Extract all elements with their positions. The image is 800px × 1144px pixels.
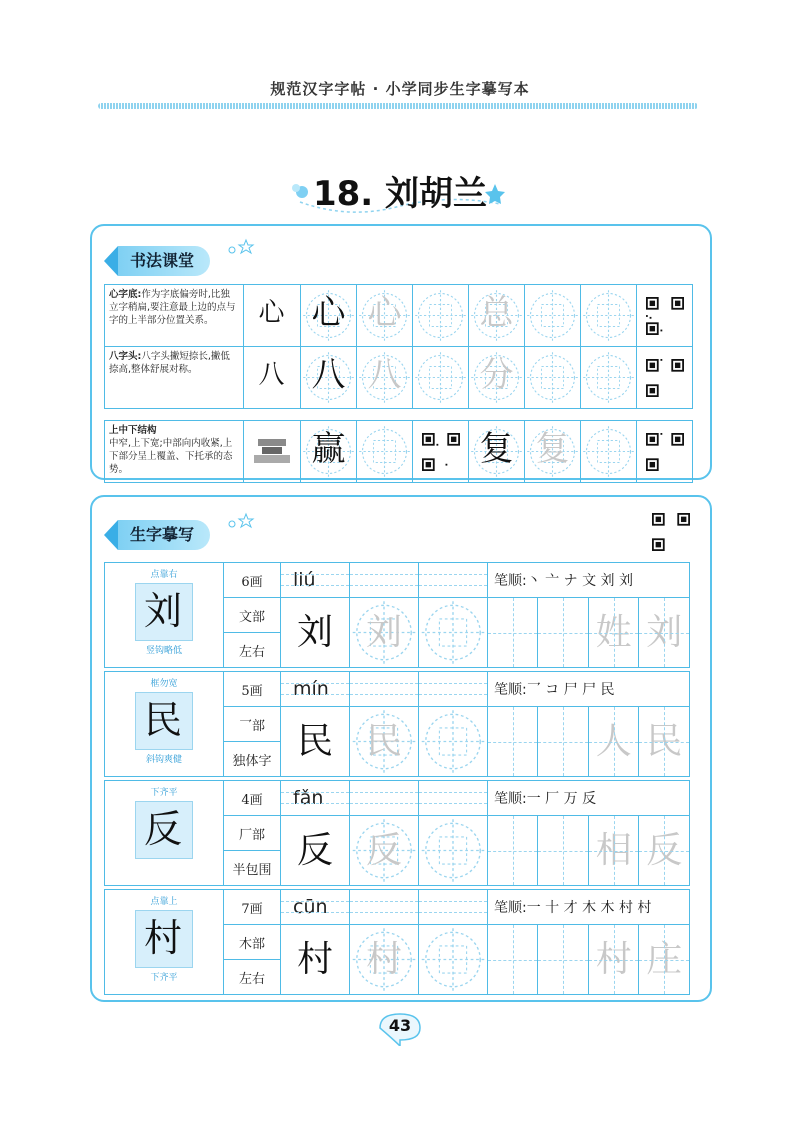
- word-char: 人: [595, 721, 632, 762]
- pinyin: mín: [293, 678, 329, 700]
- model-char: 村: [143, 916, 182, 960]
- stacked-structure-icon: [252, 437, 292, 467]
- word-char: 庄: [646, 939, 683, 980]
- pinyin-cell: [350, 672, 419, 707]
- calligraphy-desc: [105, 347, 244, 409]
- tian-grid: [581, 421, 636, 482]
- radical: 厂部: [224, 816, 281, 851]
- calligraphy-table: [104, 284, 693, 483]
- sample-char: 心: [258, 298, 285, 328]
- character-table: [104, 889, 690, 995]
- stroke-order-text: 一 十 才 木 木 村 村: [526, 900, 652, 916]
- trace-char: 民: [296, 721, 333, 762]
- qr-cell: [637, 421, 693, 483]
- pinyin-cell: [419, 563, 488, 598]
- practice-cell: [538, 707, 588, 777]
- practice-cell: [488, 598, 538, 668]
- trace-char: 八: [311, 355, 346, 395]
- tian-grid: [419, 707, 487, 776]
- structure: 左右: [224, 633, 281, 668]
- trace-char: 村: [296, 939, 333, 980]
- character-block: [104, 562, 690, 667]
- word-char: 村: [595, 939, 632, 980]
- word-char: 反: [646, 830, 683, 871]
- radical: 木部: [224, 925, 281, 960]
- qr-code-icon[interactable]: [422, 433, 460, 471]
- term-label: 上中下结构: [109, 425, 157, 436]
- structure-icon-cell: [244, 421, 301, 483]
- grid-cell: [525, 347, 581, 409]
- character-table: [104, 671, 690, 777]
- pinyin-cell: [281, 563, 350, 598]
- trace-cell: [419, 598, 488, 668]
- grid-cell: [469, 285, 525, 347]
- pinyin-cell: [419, 890, 488, 925]
- qr-code-icon[interactable]: [646, 359, 684, 397]
- pinyin: fǎn: [293, 787, 324, 809]
- pinyin-cell: [350, 781, 419, 816]
- grid-cell: [301, 347, 357, 409]
- trace-cell: [281, 925, 350, 995]
- term-label: 心字底:: [109, 289, 142, 300]
- structure: 独体字: [224, 742, 281, 777]
- trace-cell: [419, 707, 488, 777]
- tian-grid: [581, 285, 636, 346]
- character-table: [104, 780, 690, 886]
- grid-cell: [301, 285, 357, 347]
- trace-cell: [419, 816, 488, 886]
- trace-char: 心: [367, 293, 402, 333]
- trace-char-ghost: 村: [365, 939, 402, 980]
- calligraphy-row: [105, 285, 693, 347]
- practice-cell: [488, 925, 538, 995]
- trace-char: 复: [535, 429, 570, 469]
- desc-text: 中窄,上下宽;中部向内收紧,上下部分呈上覆盖、下托承的态势。: [109, 438, 233, 475]
- tian-grid: [357, 421, 412, 482]
- calligraphy-row: [105, 421, 693, 483]
- copywriting-ribbon: [104, 520, 244, 550]
- model-char-cell: [105, 781, 224, 886]
- word-cell: [588, 816, 638, 886]
- pinyin-cell: [350, 563, 419, 598]
- calligraphy-desc: [105, 421, 244, 483]
- grid-cell: [357, 285, 413, 347]
- hint-bottom: 斜钩爽健: [145, 755, 182, 765]
- trace-char: 复: [479, 429, 514, 469]
- calligraphy-label: 书法课堂: [118, 246, 210, 276]
- tian-grid: [419, 925, 487, 994]
- hint-bottom: 竖钩略低: [145, 646, 182, 656]
- trace-char: 反: [296, 830, 333, 871]
- qr-code-icon[interactable]: [646, 297, 684, 335]
- radical: 文部: [224, 598, 281, 633]
- tian-grid: [581, 347, 636, 408]
- trace-char: 分: [479, 355, 514, 395]
- desc-text: 八字头撇短捺长,撇低捺高,整体舒展对称。: [109, 351, 230, 375]
- grid-cell: [525, 285, 581, 347]
- hint-top: 点靠右: [150, 570, 178, 580]
- stroke-count: 5画: [224, 672, 281, 707]
- pinyin-cell: [281, 672, 350, 707]
- word-cell: [639, 598, 690, 668]
- stroke-order: [488, 672, 690, 707]
- lesson-title: 18. 刘胡兰: [312, 174, 488, 214]
- trace-char: 心: [311, 293, 346, 333]
- pinyin-cell: [419, 781, 488, 816]
- stroke-order-text: 丶 亠 ナ 文 刘 刘: [526, 573, 633, 589]
- practice-cell: [488, 816, 538, 886]
- character-block: [104, 780, 690, 885]
- sample-cell: [244, 285, 301, 347]
- trace-cell: [350, 816, 419, 886]
- word-char: 相: [595, 830, 632, 871]
- qr-code-icon[interactable]: [652, 513, 690, 551]
- word-char: 民: [646, 721, 683, 762]
- practice-cell: [538, 816, 588, 886]
- grid-cell: [469, 347, 525, 409]
- grid-cell: [301, 421, 357, 483]
- qr-cell: [637, 347, 693, 409]
- trace-char: 八: [367, 355, 402, 395]
- stroke-order-label: 笔顺:: [494, 682, 527, 698]
- character-block: [104, 889, 690, 994]
- word-cell: [588, 598, 638, 668]
- stroke-order-label: 笔顺:: [494, 573, 527, 589]
- qr-cell: [637, 285, 693, 347]
- grid-cell: [413, 347, 469, 409]
- grid-cell: [581, 421, 637, 483]
- model-char: 民: [143, 698, 182, 742]
- calligraphy-ribbon: [104, 246, 244, 276]
- calligraphy-desc: [105, 285, 244, 347]
- model-char: 反: [143, 807, 182, 851]
- qr-cell: [413, 421, 469, 483]
- calligraphy-row: [105, 347, 693, 409]
- stroke-order: [488, 781, 690, 816]
- trace-cell: [419, 925, 488, 995]
- sparkle-icon: [226, 238, 256, 258]
- trace-char-ghost: 反: [365, 830, 402, 871]
- stroke-order-label: 笔顺:: [494, 791, 527, 807]
- trace-char-ghost: 刘: [365, 612, 402, 653]
- sample-char: 八: [258, 360, 285, 390]
- model-char-cell: [105, 890, 224, 995]
- trace-cell: [350, 707, 419, 777]
- pinyin-cell: [281, 781, 350, 816]
- word-cell: [639, 707, 690, 777]
- stroke-order-text: 乛 コ 尸 尸 民: [526, 682, 615, 698]
- practice-cell: [538, 598, 588, 668]
- grid-cell: [357, 421, 413, 483]
- desc-text: 作为字底偏旁时,比独立字稍扁,要注意最上边的点与字的上半部分位置关系。: [109, 289, 236, 326]
- practice-cell: [488, 707, 538, 777]
- trace-cell: [281, 598, 350, 668]
- pinyin-cell: [419, 672, 488, 707]
- stroke-order: [488, 563, 690, 598]
- model-char-cell: [105, 563, 224, 668]
- stroke-count: 4画: [224, 781, 281, 816]
- pinyin: cūn: [293, 896, 328, 918]
- grid-cell: [581, 285, 637, 347]
- term-label: 八字头:: [109, 351, 142, 362]
- trace-char: 刘: [296, 612, 333, 653]
- grid-cell: [469, 421, 525, 483]
- header-divider: [98, 103, 698, 109]
- tian-grid: [413, 285, 468, 346]
- stroke-order: [488, 890, 690, 925]
- word-char: 姓: [595, 612, 632, 653]
- page-header: 规范汉字字帖 · 小学同步生字摹写本: [270, 80, 530, 98]
- grid-cell: [525, 421, 581, 483]
- stroke-count: 6画: [224, 563, 281, 598]
- sparkle-icon: [226, 512, 256, 532]
- word-char: 刘: [646, 612, 683, 653]
- word-cell: [588, 707, 638, 777]
- hint-top: 下齐平: [150, 788, 178, 798]
- practice-cell: [538, 925, 588, 995]
- trace-cell: [350, 925, 419, 995]
- trace-cell: [350, 598, 419, 668]
- hint-top: 点靠上: [150, 897, 178, 907]
- qr-code-icon[interactable]: [646, 433, 684, 471]
- grid-cell: [357, 347, 413, 409]
- word-cell: [588, 925, 638, 995]
- grid-cell: [581, 347, 637, 409]
- radical: 乛部: [224, 707, 281, 742]
- character-block: [104, 671, 690, 776]
- hint-bottom: 下齐平: [150, 973, 178, 983]
- stroke-count: 7画: [224, 890, 281, 925]
- tian-grid: [525, 347, 580, 408]
- word-cell: [639, 925, 690, 995]
- tian-grid: [419, 816, 487, 885]
- copywriting-label: 生字摹写: [118, 520, 210, 550]
- sample-cell: [244, 347, 301, 409]
- pinyin-cell: [350, 890, 419, 925]
- word-cell: [639, 816, 690, 886]
- structure: 左右: [224, 960, 281, 995]
- trace-char: 赢: [311, 429, 346, 469]
- trace-char: 总: [479, 293, 514, 333]
- model-char: 刘: [143, 589, 182, 633]
- tian-grid: [413, 347, 468, 408]
- structure: 半包围: [224, 851, 281, 886]
- model-char-cell: [105, 672, 224, 777]
- trace-cell: [281, 816, 350, 886]
- stroke-order-label: 笔顺:: [494, 900, 527, 916]
- trace-char-ghost: 民: [365, 721, 402, 762]
- tian-grid: [525, 285, 580, 346]
- pinyin: liú: [293, 569, 316, 591]
- page-number: 43: [388, 1016, 412, 1035]
- hint-top: 框勿宽: [150, 679, 178, 689]
- stroke-order-text: 一 厂 万 反: [526, 791, 597, 807]
- tian-grid: [419, 598, 487, 667]
- pinyin-cell: [281, 890, 350, 925]
- grid-cell: [413, 285, 469, 347]
- character-table: [104, 562, 690, 668]
- trace-cell: [281, 707, 350, 777]
